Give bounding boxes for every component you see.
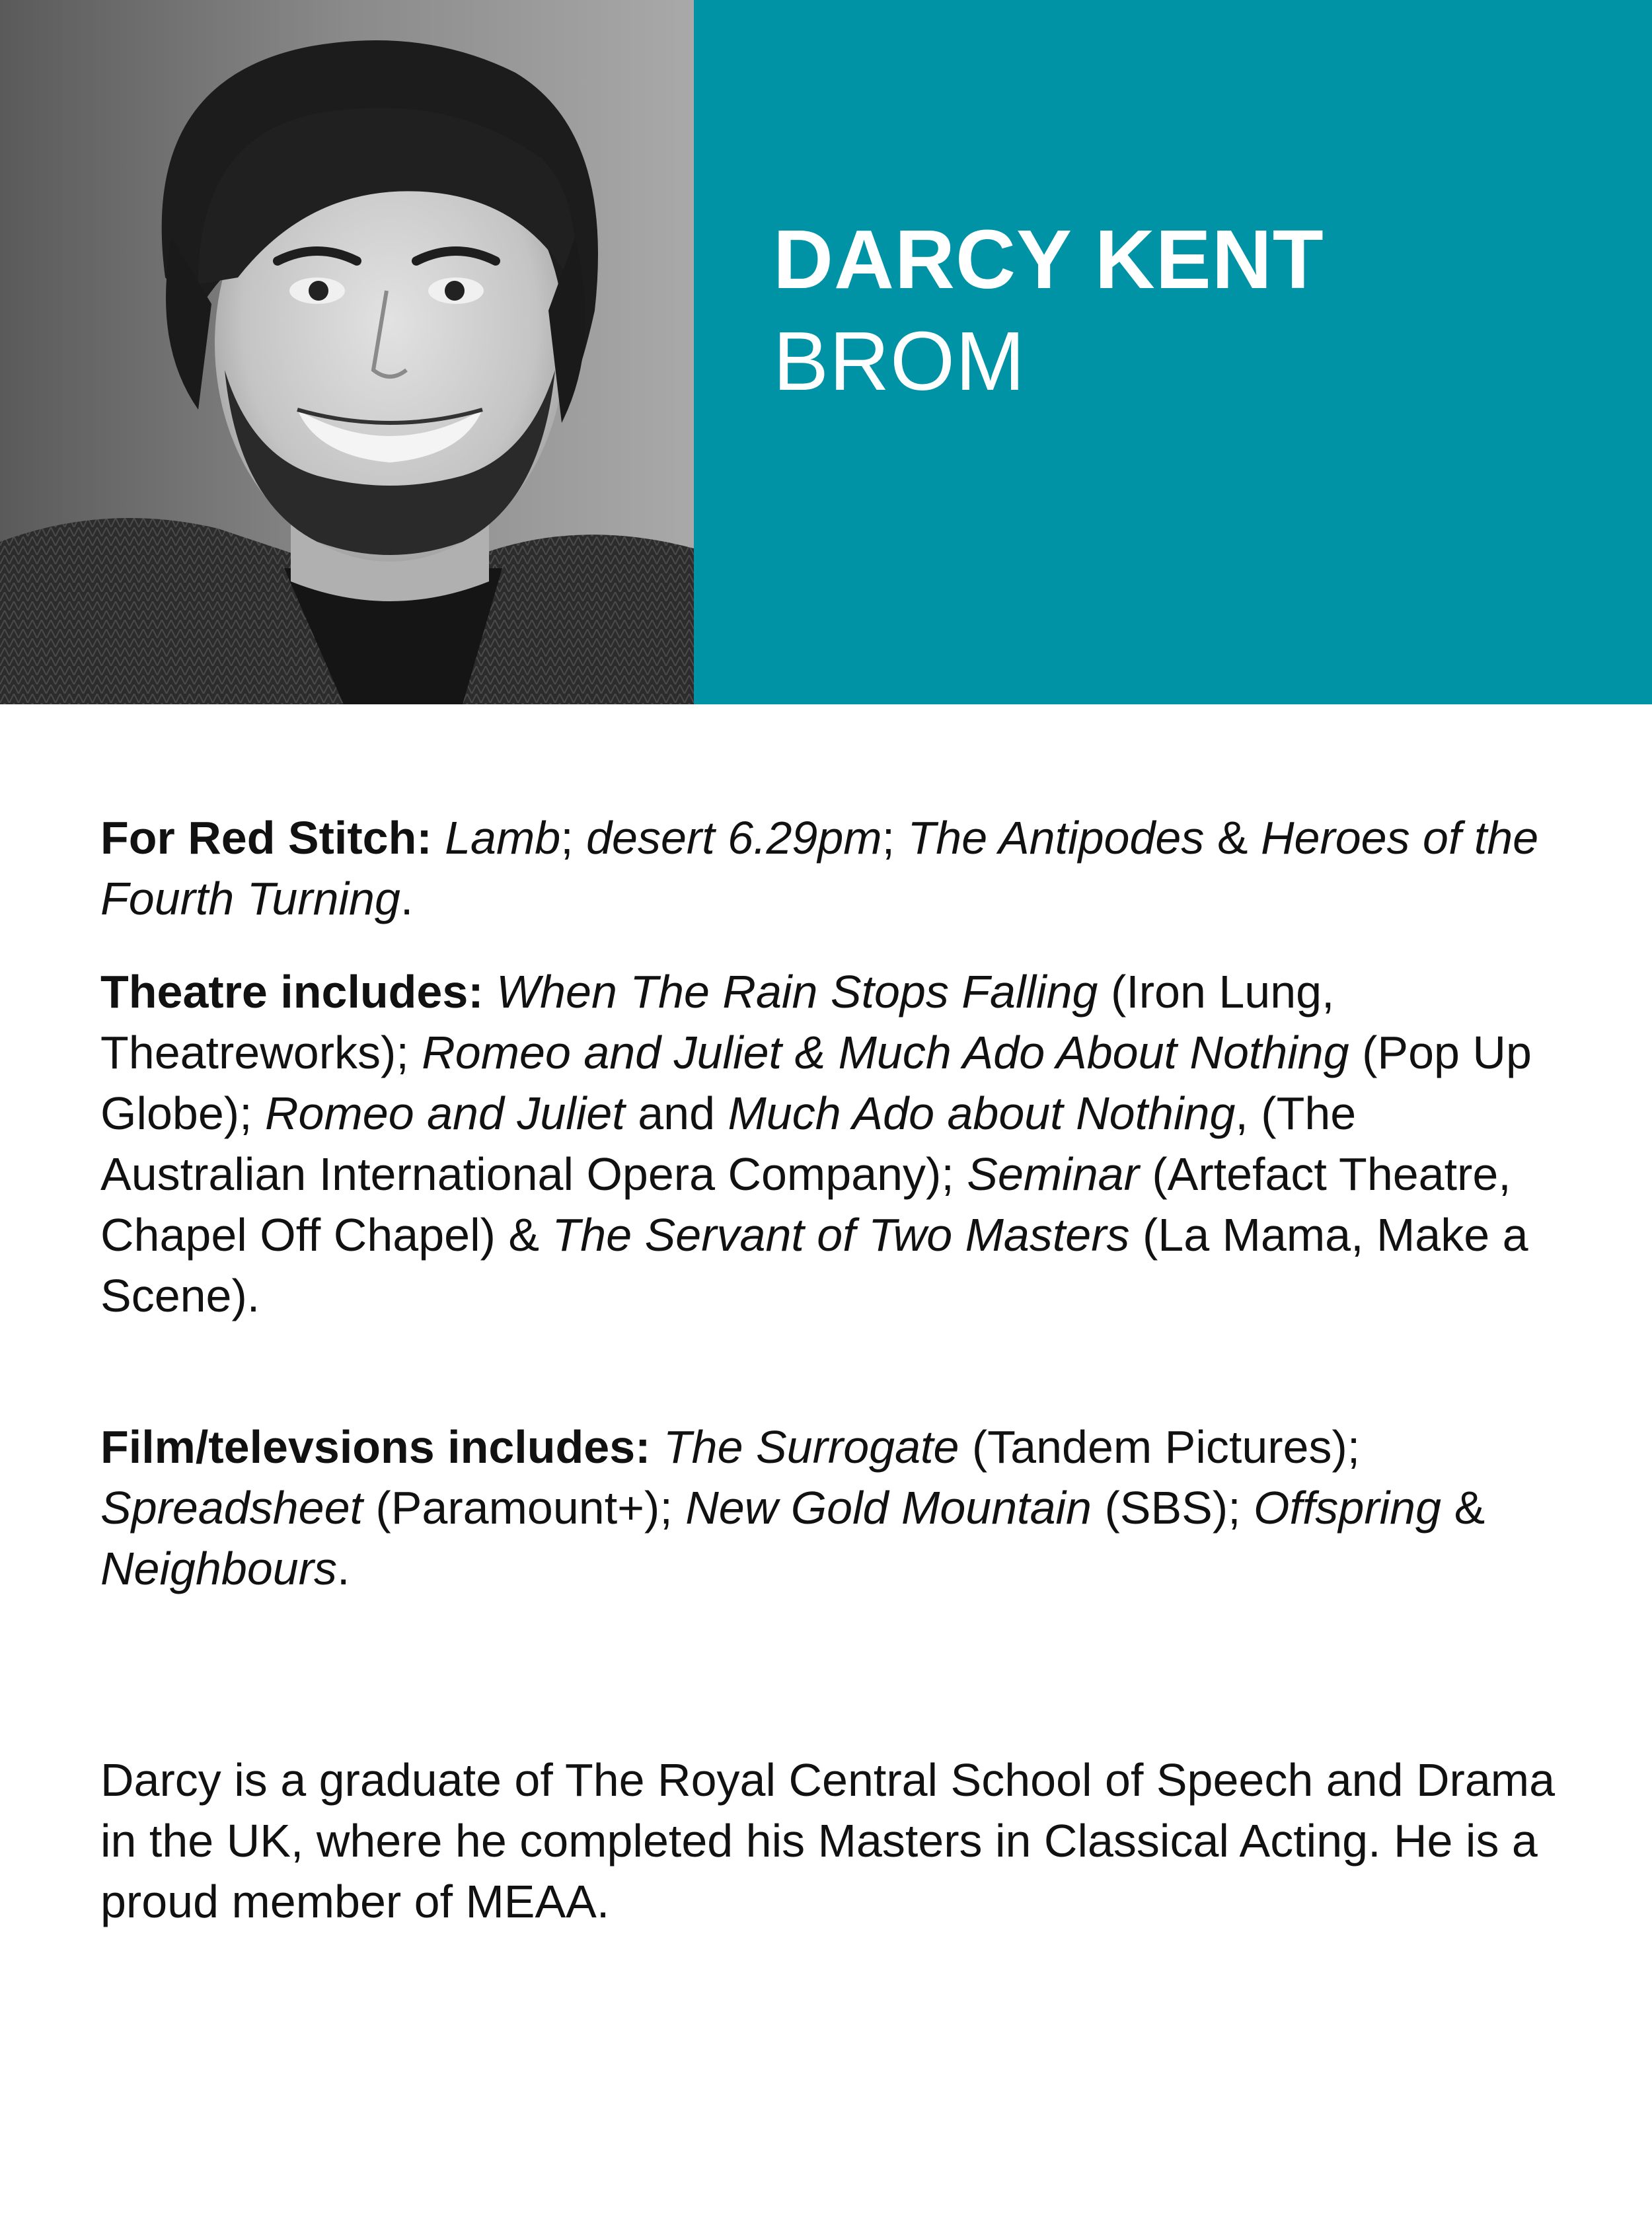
work-title: Offspring (1254, 1482, 1442, 1534)
about-paragraph: Darcy is a graduate of The Royal Central School of Speech and Drama in the UK, where he completed his Masters in Classical Acting. He is a proud member of MEAA. (100, 1754, 1556, 1927)
work-title: Much Ado about Nothing (728, 1088, 1236, 1139)
work-title: desert 6.29pm (586, 812, 882, 864)
work-title: Spreadsheet (100, 1482, 363, 1534)
biography (100, 807, 1567, 1932)
work-title: When The Rain Stops Falling (496, 966, 1098, 1018)
work-title: Romeo and Juliet (265, 1088, 625, 1139)
red-stitch-label: For Red Stitch: (100, 812, 432, 864)
work-title: Romeo and Juliet & Much Ado About Nothing (422, 1027, 1349, 1078)
work-title: Heroes of the Fourth Turning (100, 812, 1539, 924)
work-title: Lamb (445, 812, 561, 864)
theatre-credits: Theatre includes: When The Rain Stops Falling (Iron Lung, Theatreworks); Romeo and Juliet & Much Ado About Nothing (Pop Up Globe); Romeo and Juliet and Much Ado about Nothing, (The Australian International Opera Company); Seminar (Artefact Theatre, Chapel Off Chapel) & The Servant of Two Masters (La Mama, Make a Scene). (100, 966, 1532, 1321)
actor-name: DARCY KENT (773, 213, 1324, 306)
work-title: The Servant of Two Masters (552, 1209, 1130, 1261)
work-title: The Surrogate (663, 1421, 959, 1473)
character-role: BROM (773, 314, 1026, 408)
film-tv-label: Film/televsions includes: (100, 1421, 651, 1473)
theatre-label: Theatre includes: (100, 966, 484, 1018)
profile-header (0, 0, 1652, 704)
headshot-photo (0, 0, 694, 704)
headshot-image (0, 0, 694, 704)
film-tv-credits: Film/televsions includes: The Surrogate (Tandem Pictures); Spreadsheet (Paramount+); New Gold Mountain (SBS); Offspring & Neighbours. (100, 1421, 1485, 1594)
work-title: The Antipodes (907, 812, 1205, 864)
title-panel (694, 0, 1652, 704)
work-title: Seminar (967, 1148, 1139, 1200)
red-stitch-credits: For Red Stitch: Lamb; desert 6.29pm; The Antipodes & Heroes of the Fourth Turning. (100, 812, 1539, 924)
work-title: New Gold Mountain (685, 1482, 1092, 1534)
work-title: Neighbours (100, 1543, 337, 1594)
